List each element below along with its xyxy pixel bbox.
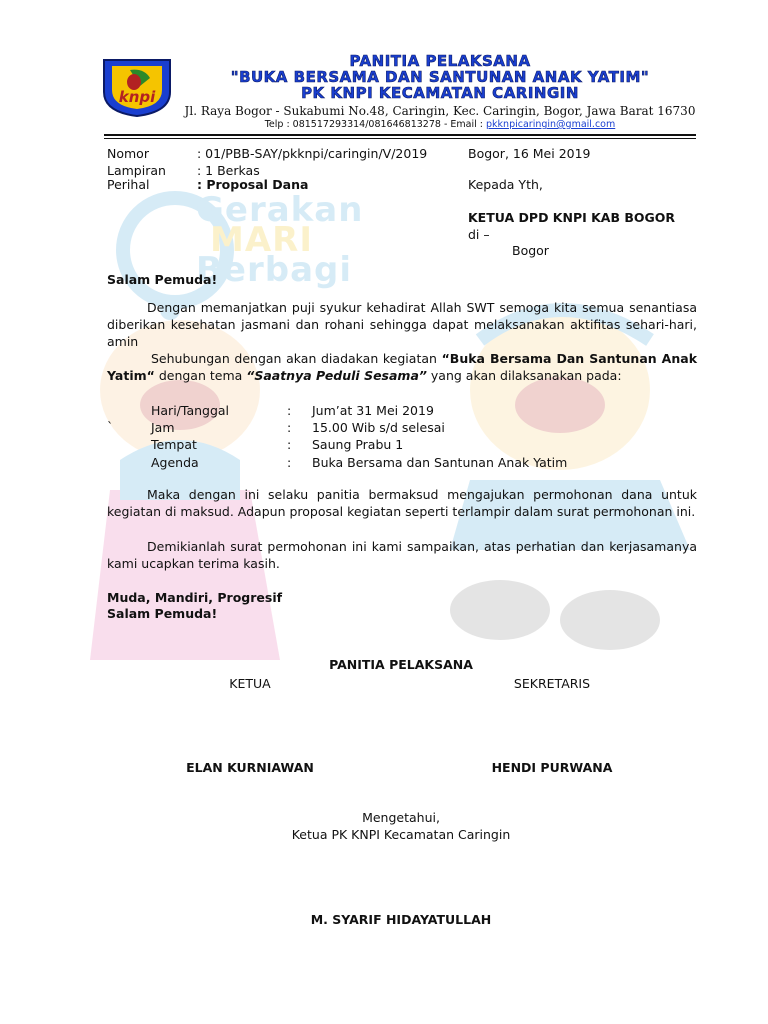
p2-outro: yang akan dilaksanakan pada: — [426, 368, 622, 383]
perihal-label: Perihal — [107, 177, 150, 192]
perihal-value: : Proposal Dana — [197, 177, 309, 192]
schedule-value: Saung Prabu 1 — [312, 437, 404, 452]
event-theme: “Saatnya Peduli Sesama” — [246, 368, 427, 383]
schedule-value: Buka Bersama dan Santunan Anak Yatim — [312, 455, 568, 470]
schedule-colon: : — [287, 437, 292, 452]
schedule-colon: : — [287, 420, 292, 435]
schedule-label: Agenda — [151, 455, 199, 470]
schedule-colon: : — [287, 455, 292, 470]
body-paragraph-1: Dengan memanjatkan puji syukur kehadirat Allah SWT semoga kita semua senantiasa diberikan kesehatan jasmani dan rohani sehingga dapat melaksanakan aktifitas sehari-hari, amin — [107, 300, 697, 349]
opening-greeting: Salam Pemuda! — [107, 272, 218, 287]
kepada-label: Kepada Yth, — [468, 177, 543, 192]
schedule-label: Jam — [151, 420, 175, 435]
watermark-text-1: Gerakan — [196, 190, 364, 230]
mengetahui-label: Mengetahui, — [362, 810, 440, 825]
schedule-colon: : — [287, 403, 292, 418]
schedule-value: Jum’at 31 Mei 2019 — [312, 403, 434, 418]
recipient-city: Bogor — [512, 243, 549, 258]
contact-phone: Telp : 081517293314/081646813278 - Email : — [264, 119, 487, 130]
recipient-di: di – — [468, 227, 490, 242]
contact-email-link[interactable]: pkknpicaringin@gmail.com — [486, 119, 616, 130]
approver-name: M. SYARIF HIDAYATULLAH — [310, 912, 492, 927]
nomor-value: : 01/PBB-SAY/pkknpi/caringin/V/2019 — [197, 146, 428, 161]
schedule-label: Tempat — [151, 437, 197, 452]
nomor-label: Nomor — [107, 146, 149, 161]
lampiran-value: : 1 Berkas — [197, 163, 260, 178]
p2-theme-lead: dengan tema — [154, 368, 247, 383]
letterhead-contact — [180, 119, 700, 130]
letterhead-line-1: PANITIA PELAKSANA — [349, 52, 531, 70]
schedule-label: Hari/Tanggal — [151, 403, 230, 418]
letterhead-address: Jl. Raya Bogor - Sukabumi No.48, Caringin, Kec. Caringin, Bogor, Jawa Barat 16730 — [184, 104, 696, 118]
knpi-logo — [100, 56, 174, 118]
watermark-text-3: Berbagi — [196, 250, 353, 290]
p2-intro: Sehubungan dengan akan diadakan kegiatan — [151, 351, 442, 366]
watermark-text-2: MARI — [210, 220, 313, 260]
letterhead-line-2: "BUKA BERSAMA DAN SANTUNAN ANAK YATIM" — [230, 68, 650, 86]
body-paragraph-2 — [107, 350, 697, 384]
schedule-stray-mark: ` — [107, 419, 114, 434]
header-rule-thin — [104, 138, 696, 139]
event-name: “Buka Bersama Dan Santunan Anak Yatim“ — [107, 351, 698, 383]
ketua-name: ELAN KURNIAWAN — [186, 760, 314, 775]
committee-heading: PANITIA PELAKSANA — [329, 657, 473, 672]
sekretaris-name: HENDI PURWANA — [491, 760, 613, 775]
closing-motto: Muda, Mandiri, Progresif — [107, 590, 283, 605]
body-paragraph-3: Maka dengan ini selaku panitia bermaksud mengajukan permohonan dana untuk kegiatan di maksud. Adapun proposal kegiatan seperti terlampir dalam surat permohonan ini. — [107, 487, 697, 519]
ketua-title: KETUA — [229, 676, 271, 691]
logo-text: knpi — [118, 88, 156, 106]
letter-date: Bogor, 16 Mei 2019 — [468, 146, 591, 161]
header-rule-thick — [104, 134, 696, 136]
schedule-value: 15.00 Wib s/d selesai — [312, 420, 445, 435]
body-paragraph-4: Demikianlah surat permohonan ini kami sampaikan, atas perhatian dan kerjasamanya kami ucapkan terima kasih. — [107, 539, 697, 571]
recipient-name: KETUA DPD KNPI KAB BOGOR — [468, 210, 676, 225]
letterhead-line-3: PK KNPI KECAMATAN CARINGIN — [301, 84, 579, 102]
sekretaris-title: SEKRETARIS — [513, 676, 591, 691]
approver-title: Ketua PK KNPI Kecamatan Caringin — [291, 827, 511, 842]
closing-greeting: Salam Pemuda! — [107, 606, 218, 621]
lampiran-label: Lampiran — [107, 163, 166, 178]
